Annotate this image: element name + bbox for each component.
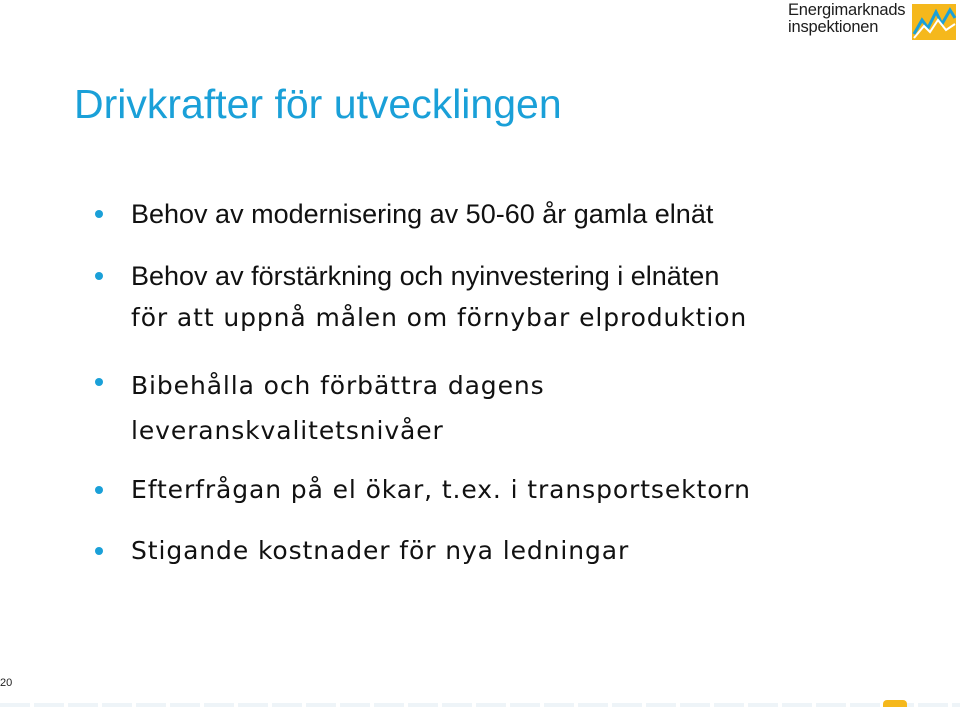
bullet-text xyxy=(131,363,545,453)
bullet-line: Stigande kostnader för nya ledningar xyxy=(131,536,630,565)
bullet-dot-icon xyxy=(95,486,103,494)
bullet-item xyxy=(95,363,875,459)
logo-line-2: inspektionen xyxy=(788,18,879,36)
bullet-dot-icon xyxy=(95,210,103,218)
bullet-line: leveranskvalitetsnivåer xyxy=(131,416,444,445)
page-number: 20 xyxy=(0,677,13,689)
bullet-dot-icon xyxy=(95,378,103,386)
bullet-item xyxy=(95,466,875,518)
bullet-text xyxy=(131,527,629,575)
bullet-line: Bibehålla och förbättra dagens xyxy=(131,371,545,400)
bullet-item xyxy=(95,527,875,579)
bullet-line: för att uppnå målen om förnybar elproduktion xyxy=(131,303,748,332)
bullet-text xyxy=(131,250,747,341)
footer-strip xyxy=(0,703,960,707)
bullet-text xyxy=(131,466,751,514)
bullet-text xyxy=(131,188,713,240)
slide-title: Drivkrafter för utvecklingen xyxy=(74,81,562,127)
bullet-item xyxy=(95,250,875,354)
bullet-line: Efterfrågan på el ökar, t.ex. i transportsektorn xyxy=(131,475,751,504)
bullet-line: Behov av modernisering av 50-60 år gamla elnät xyxy=(131,199,714,229)
bullet-dot-icon xyxy=(95,547,103,555)
bullet-dot-icon xyxy=(95,272,103,280)
footer-badge xyxy=(883,700,907,707)
bullet-item xyxy=(95,188,875,240)
logo-line-1: Energimarknads xyxy=(788,1,906,19)
bullet-line: Behov av förstärkning och nyinvestering i elnäten xyxy=(131,261,720,291)
